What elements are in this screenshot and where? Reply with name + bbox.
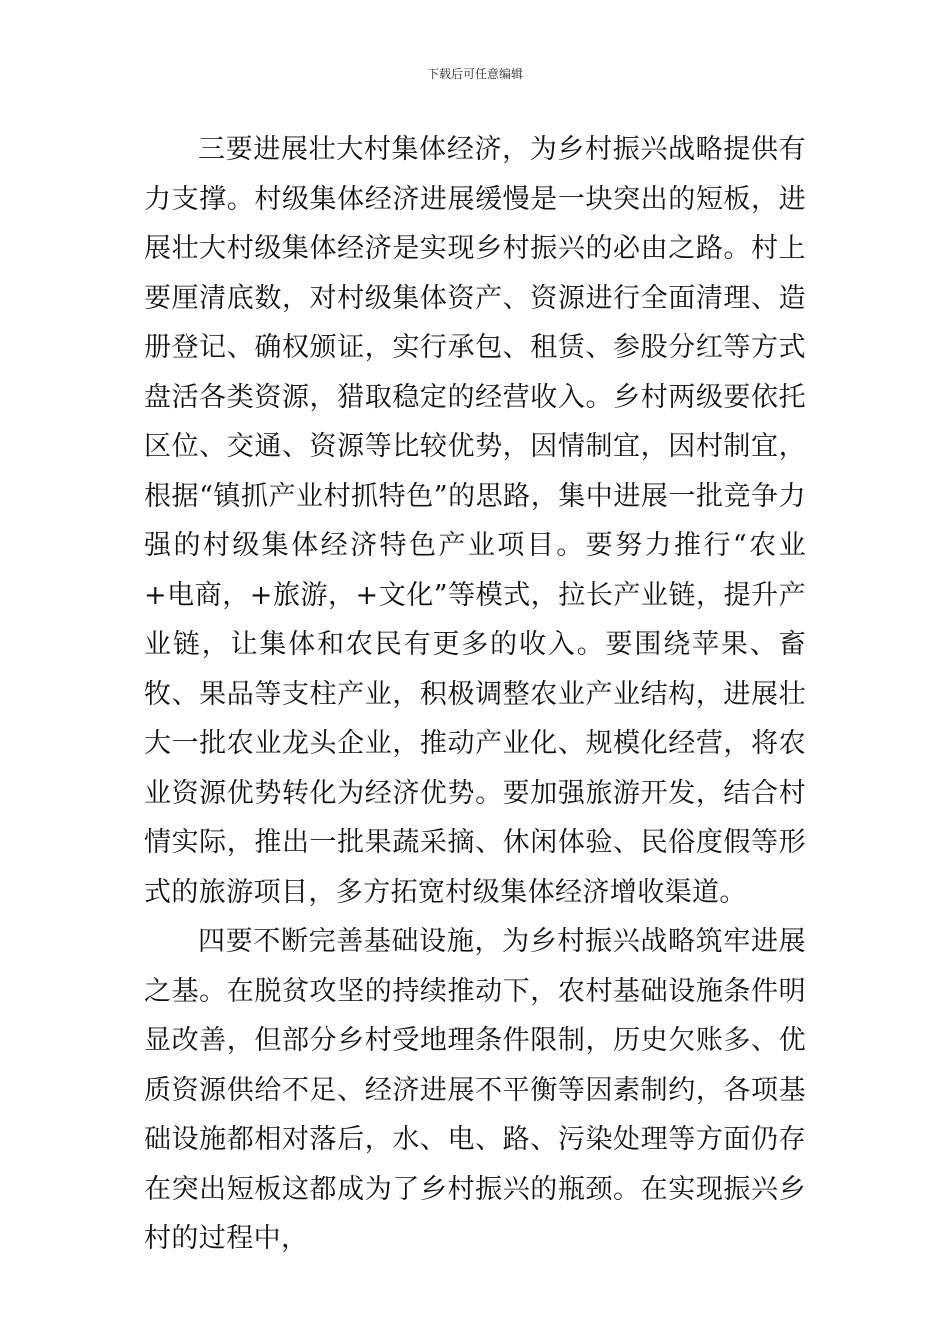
paragraph-4: 四要不断完善基础设施，为乡村振兴战略筑牢进展之基。在脱贫攻坚的持续推动下，农村基础设施条件明显改善，但部分乡村受地理条件限制，历史欠账多、优质资源供给不足、经济进展不平衡等因素制约，各项基础设施都相对落后，水、电、路、污染处理等方面仍存在突出短板这都成为了乡村振兴的瓶颈。在实现振兴乡村的过程中， — [144, 926, 806, 1254]
page-header-note: 下载后可任意编辑 — [426, 67, 523, 81]
document-body — [144, 125, 806, 1264]
paragraph-3: 三要进展壮大村集体经济，为乡村振兴战略提供有力支撑。村级集体经济进展缓慢是一块突出的短板，进展壮大村级集体经济是实现乡村振兴的必由之路。村上要厘清底数，对村级集体资产、资源进行全面清理、造册登记、确权颁证，实行承包、租赁、参股分红等方式盘活各类资源，猎取稳定的经营收入。乡村两级要依托区位、交通、资源等比较优势，因情制宜，因村制宜，根据“镇抓产业村抓特色”的思路，集中进展一批竞争力强的村级集体经济特色产业项目。要努力推行“农业+电商，+旅游，+文化”等模式，拉长产业链，提升产业链，让集体和农民有更多的收入。要围绕苹果、畜牧、果品等支柱产业，积极调整农业产业结构，进展壮大一批农业龙头企业，推动产业化、规模化经营，将农业资源优势转化为经济优势。要加强旅游开发，结合村情实际，推出一批果蔬采摘、休闲体验、民俗度假等形式的旅游项目，多方拓宽村级集体经济增收渠道。 — [144, 134, 806, 908]
